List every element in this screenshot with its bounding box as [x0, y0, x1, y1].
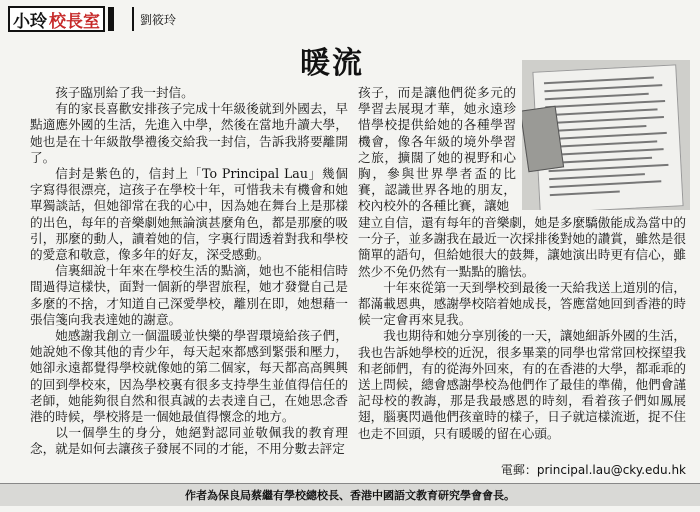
article-title: 暖流 — [300, 46, 364, 81]
paragraph-continued: 孩子，而是讓他們從多元的學習去展現才華，她永遠珍惜學校提供給她的各種學習機會，像各年級的境外學習之旅，擴闊了她的視野和心胸，參與世界學者盃的比賽，認識世界各地的朋友，校內校外的各種比賽，讓她 — [358, 85, 516, 214]
header-ornament — [108, 7, 134, 31]
column-header — [8, 5, 176, 33]
paragraph: 以一個學生的身分，她絕對認同並敬佩我的教育理念，就是如何去讓孩子發展不同的才能，不用分數去評定 — [30, 425, 348, 457]
column-1 — [30, 85, 348, 458]
paragraph: 孩子臨別給了我一封信。 — [55, 85, 194, 100]
author-name: 劉筱玲 — [140, 12, 177, 27]
column-3 — [358, 215, 686, 442]
author-footer: 作者為保良局蔡繼有學校總校長、香港中國語文教育研究學會會長。 — [0, 483, 700, 506]
column-name — [8, 6, 105, 32]
letter-photo — [522, 60, 690, 210]
paragraph: 她感謝我創立一個溫暖並快樂的學習環境給孩子們，她說她不像其他的青少年，每天起來都感到緊張和壓力，她卻永遠都覺得學校就像她的第二個家，每天都高高興興的回到學校來，因為學校裏有很多支持學生並值得信任的老師，她能夠很自然和很真誠的去表達自己，在她思念香港的時候，學校將是一個她最值得懷念的地方。 — [30, 328, 348, 425]
email-contact: 電郵：principal.lau@cky.edu.hk — [500, 463, 686, 477]
column-name-a: 小玲 — [13, 11, 47, 32]
paragraph: 建立自信，還有每年的音樂劇，她是多麼驕傲能成為當中的一分子，並多謝我在最近一次採排後對她的讚賞，雖然是很簡單的語句，但給她很大的鼓舞，讓她演出時更有信心，雖然少不免仍然有一點點的膽怯。 — [358, 215, 686, 279]
paragraph: 我也期待和她分享別後的一天，讓她細訴外國的生活，我也告訴她學校的近況，很多畢業的同學也常常回校探望我和老師們，有的從海外回來，有的在香港的大學，都乖乖的送上問候，總會感謝學校為他們作了最佳的準備，他們會謹記母校的教誨，那是我最感恩的時刻，看着孩子們如鳳展翅，腦裏閃過他們孩童時的樣子，日子就這樣流逝，捉不住也走不回頭，只有暖暖的留在心頭。 — [358, 328, 686, 441]
column-2 — [358, 85, 516, 215]
paragraph: 信裏細說十年來在學校生活的點滴，她也不能相信時間過得這樣快，面對一個新的學習旅程，她才發覺自己是多麼的不捨，才知道自己深愛學校，離別在即，她想藉一張信箋向我表達她的謝意。 — [30, 263, 348, 327]
paragraph: 信封是紫色的，信封上「To Principal Lau」幾個字寫得很漂亮，這孩子在學校十年，可惜我未有機會和她單獨談話，但她卻常在我的心中，因為她在舞台上是那樣的出色，每年的音樂劇她無論演甚麼角色，都是那麼的吸引，那麼的動人，讀着她的信，字裏行間透着對我和學校的愛意和敬意，像多年的好友，深受感動。 — [30, 166, 348, 263]
column-name-b: 校長室 — [49, 11, 100, 32]
paragraph: 十年來從第一天到學校到最後一天給我送上道別的信，都滿載恩典，感謝學校陪着她成長，答應當她回到香港的時候一定會再來見我。 — [358, 279, 686, 328]
paragraph: 有的家長喜歡安排孩子完成十年級後就到外國去，早點適應外國的生活，先進入中學，然後在當地升讀大學，她也是在十年級散學禮後交給我一封信，告訴我將要離開了。 — [30, 101, 348, 165]
